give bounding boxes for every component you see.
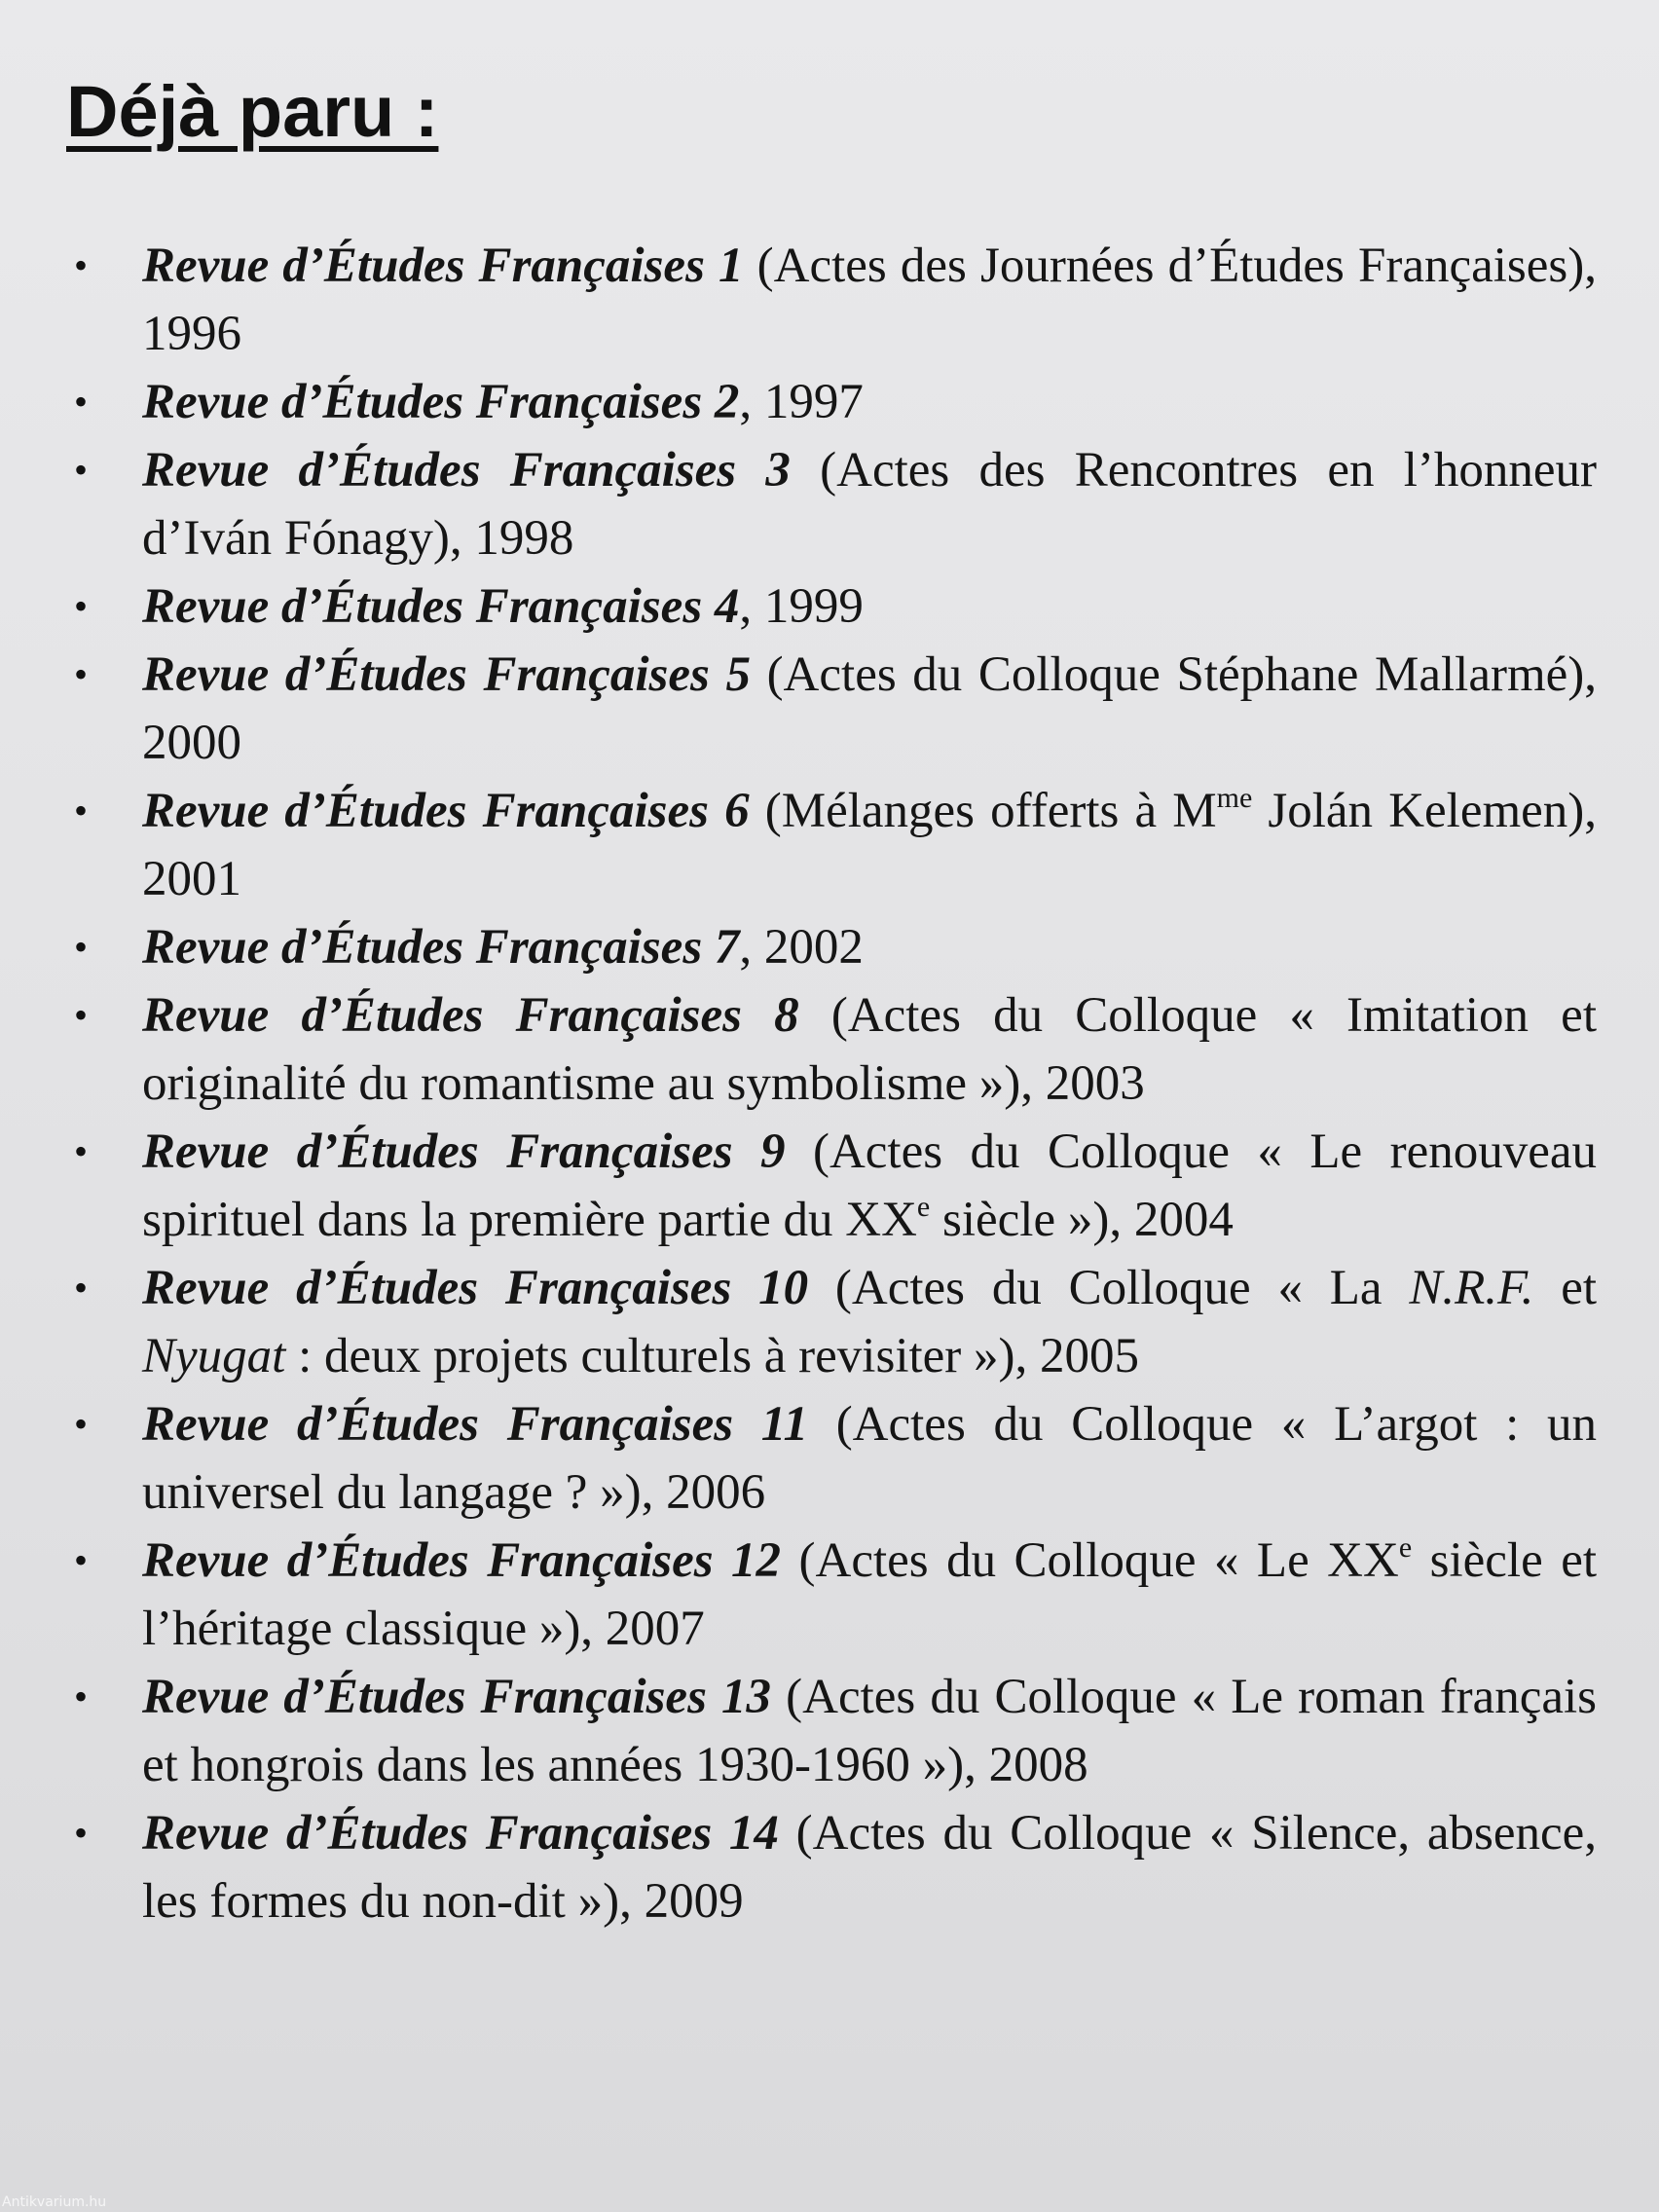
- italic-nrf: N.R.F.: [1409, 1261, 1534, 1315]
- entry-title: Revue d’Études Françaises 6: [142, 784, 750, 838]
- bullet-icon: •: [74, 1266, 89, 1309]
- list-item: [68, 436, 1597, 572]
- entry-detail: (Actes du Colloque « Le XX: [781, 1533, 1399, 1588]
- list-item: [68, 1799, 1597, 1936]
- entry-detail: (Actes du Colloque « L’argot : un universel du langage ? »), 2006: [142, 1397, 1598, 1520]
- bullet-icon: •: [74, 925, 89, 969]
- entry-detail-cont: siècle et l’héritage classique »), 2007: [142, 1533, 1598, 1656]
- entry-detail-cont: siècle »), 2004: [930, 1193, 1234, 1247]
- list-item: [68, 777, 1597, 913]
- bullet-icon: •: [74, 1675, 89, 1718]
- superscript: e: [916, 1191, 931, 1223]
- entry-detail: (Actes du Colloque « Le renouveau spirituel dans la première partie du XX: [142, 1124, 1598, 1247]
- list-item: [68, 981, 1597, 1118]
- entry-title: Revue d’Études Françaises 12: [142, 1533, 782, 1588]
- list-item: [68, 1527, 1597, 1663]
- entry-detail: (Actes du Colloque « Imitation et originalité du romantisme au symbolisme »), 2003: [142, 988, 1597, 1111]
- list-item: [68, 232, 1597, 368]
- entry-title: Revue d’Études Françaises 8: [142, 988, 799, 1043]
- entry-detail: (Mélanges offerts à M: [749, 784, 1217, 838]
- bullet-icon: •: [74, 993, 89, 1037]
- entry-title: Revue d’Études Françaises 3: [142, 443, 791, 498]
- entry-title: Revue d’Études Françaises 1: [142, 239, 744, 293]
- list-item: [68, 1390, 1597, 1527]
- bullet-icon: •: [74, 380, 89, 424]
- entry-detail: (Actes du Colloque « La: [808, 1261, 1410, 1315]
- superscript: e: [1398, 1531, 1413, 1564]
- entry-detail: , 1997: [739, 375, 864, 429]
- entry-title: Revue d’Études Françaises 7: [142, 920, 740, 975]
- superscript: me: [1216, 782, 1253, 814]
- bullet-icon: •: [74, 789, 89, 832]
- list-item: [68, 572, 1597, 641]
- entry-detail-cont: et: [1533, 1261, 1597, 1315]
- entry-detail: (Actes du Colloque Stéphane Mallarmé), 2000: [142, 647, 1597, 770]
- bullet-icon: •: [74, 448, 89, 492]
- entry-detail: (Actes du Colloque « Silence, absence, les formes du non-dit »), 2009: [142, 1806, 1597, 1929]
- entry-title: Revue d’Études Françaises 4: [142, 579, 740, 634]
- bullet-icon: •: [74, 243, 89, 287]
- list-item: [68, 913, 1597, 981]
- entry-detail-cont: Jolán Kelemen), 2001: [142, 784, 1598, 906]
- entry-title: Revue d’Études Françaises 10: [142, 1261, 809, 1315]
- list-item: [68, 368, 1597, 436]
- entry-detail: (Actes du Colloque « Le roman français et hongrois dans les années 1930-1960 »), 2008: [142, 1670, 1597, 1792]
- entry-detail: , 2002: [739, 920, 864, 975]
- bullet-icon: •: [74, 1811, 89, 1855]
- italic-nyugat: Nyugat: [142, 1329, 286, 1383]
- entry-detail-end: : deux projets culturels à revisiter »), 2005: [285, 1329, 1140, 1383]
- bullet-icon: •: [74, 652, 89, 696]
- bullet-icon: •: [74, 584, 89, 628]
- entry-title: Revue d’Études Françaises 13: [142, 1670, 772, 1724]
- entry-detail: (Actes des Rencontres en l’honneur d’Iván Fónagy), 1998: [142, 443, 1598, 566]
- entry-title: Revue d’Études Françaises 14: [142, 1806, 779, 1861]
- entry-detail: (Actes des Journées d’Études Françaises), 1996: [142, 239, 1597, 361]
- list-item: [68, 641, 1597, 777]
- entry-detail: , 1999: [739, 579, 864, 634]
- list-item: [68, 1663, 1597, 1799]
- bullet-icon: •: [74, 1129, 89, 1173]
- entry-title: Revue d’Études Françaises 11: [142, 1397, 808, 1452]
- publication-list: [68, 232, 1597, 1936]
- list-item: [68, 1118, 1597, 1254]
- entry-title: Revue d’Études Françaises 5: [142, 647, 751, 702]
- bullet-icon: •: [74, 1538, 89, 1582]
- list-item: [68, 1254, 1597, 1390]
- bullet-icon: •: [74, 1402, 89, 1446]
- page-heading: Déjà paru :: [66, 71, 439, 152]
- watermark-text: Antikvarium.hu: [2, 2194, 107, 2210]
- entry-title: Revue d’Études Françaises 2: [142, 375, 740, 429]
- entry-title: Revue d’Études Françaises 9: [142, 1124, 786, 1179]
